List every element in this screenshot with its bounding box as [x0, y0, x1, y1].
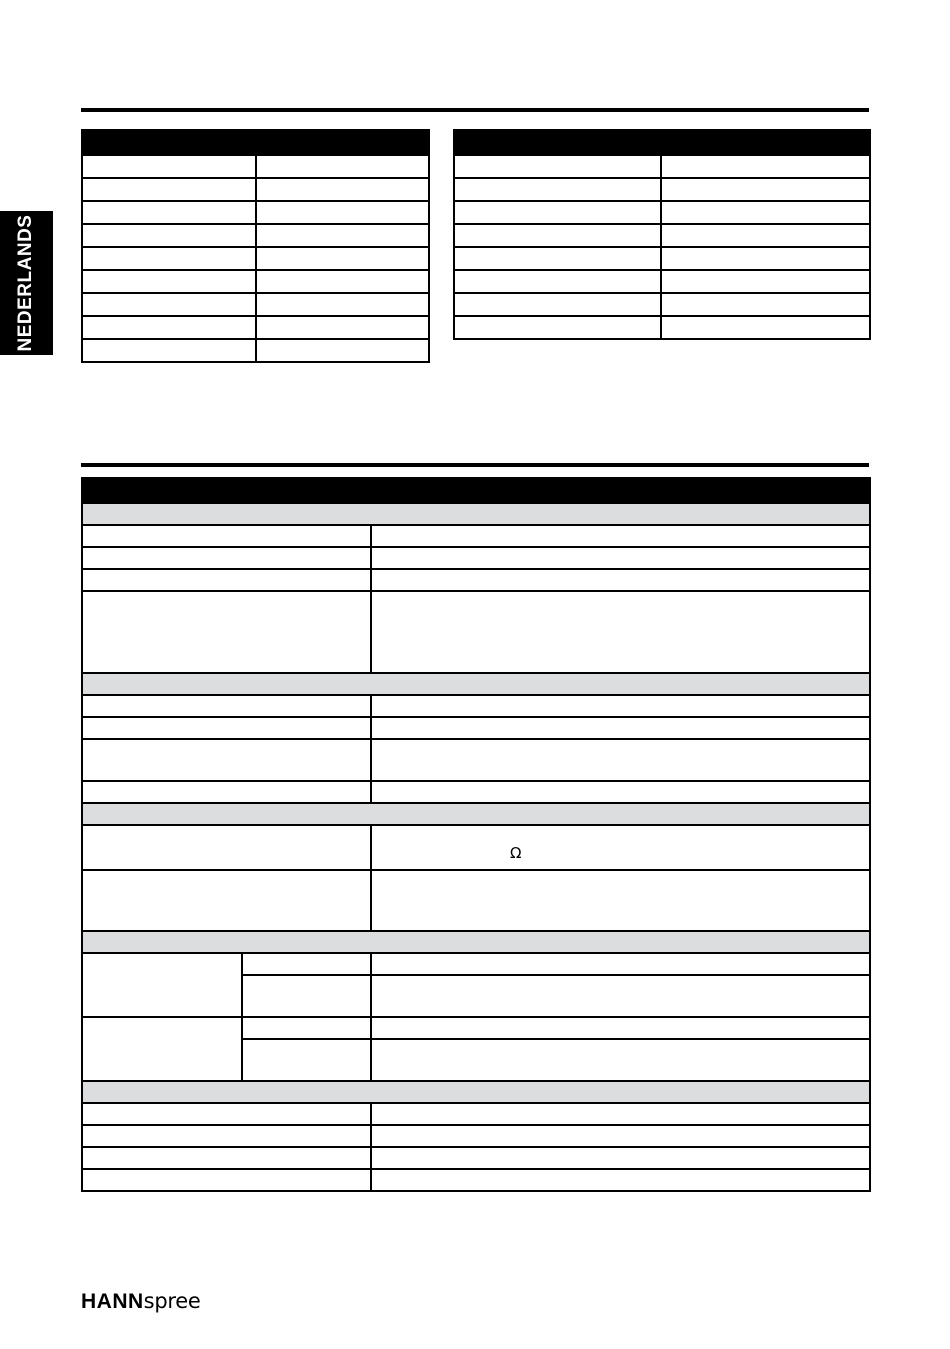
table-row: [82, 1147, 870, 1169]
table-row: [454, 293, 870, 316]
table-row: [82, 591, 870, 673]
table-row: [454, 247, 870, 270]
specifications-table: [81, 477, 871, 1192]
section-divider-specs: [81, 463, 869, 467]
table-row: [82, 569, 870, 591]
table-row: [82, 547, 870, 569]
table-header: [454, 130, 870, 155]
table-row: [454, 270, 870, 293]
table-row: [82, 270, 429, 293]
table-header: [82, 478, 870, 503]
table-row: [82, 201, 429, 224]
section-row: [82, 673, 870, 695]
table-row: [82, 695, 870, 717]
table-row: [82, 155, 429, 178]
section-row: [82, 1081, 870, 1103]
table-row: [454, 155, 870, 178]
table-row: [454, 178, 870, 201]
table-row: [82, 1017, 870, 1039]
timing-table-left: [81, 129, 430, 363]
table-row: [82, 339, 429, 362]
table-row: [82, 178, 429, 201]
table-row: [82, 293, 429, 316]
brand-logo: [81, 1288, 200, 1315]
table-header: [82, 130, 429, 155]
table-row: [82, 316, 429, 339]
language-tab-label: NEDERLANDS: [15, 214, 36, 352]
table-row: [454, 201, 870, 224]
ohm-symbol: Ω: [510, 844, 522, 862]
table-row: [82, 825, 870, 870]
section-row: [82, 931, 870, 953]
table-row: [82, 1169, 870, 1191]
table-row: [82, 247, 429, 270]
table-row: [82, 525, 870, 547]
table-row: [82, 870, 870, 931]
table-row: [82, 1125, 870, 1147]
section-row: [82, 803, 870, 825]
table-row: [82, 1103, 870, 1125]
table-row: [454, 224, 870, 247]
table-row: [82, 781, 870, 803]
table-row: [82, 224, 429, 247]
section-row: [82, 503, 870, 525]
table-row: [82, 953, 870, 975]
table-row: [82, 717, 870, 739]
logo-bold-text: HANN: [81, 1290, 144, 1313]
section-divider-top: [81, 108, 869, 112]
table-row: [82, 739, 870, 781]
table-row: [454, 316, 870, 339]
timing-table-right: [453, 129, 871, 340]
logo-light-text: spree: [143, 1289, 201, 1313]
